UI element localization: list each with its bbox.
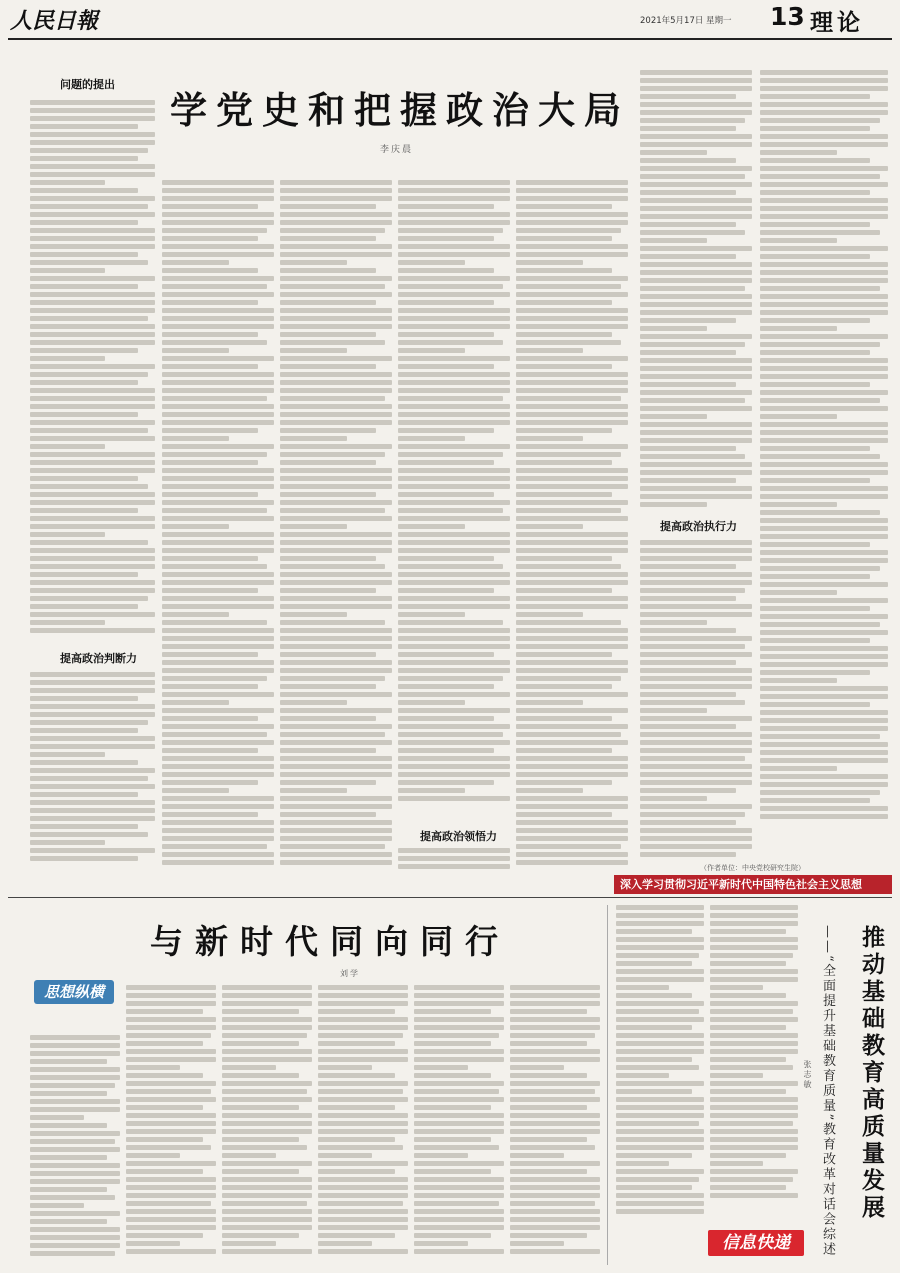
article-byline: 李庆晨 [380, 145, 414, 155]
lower-article-byline: 刘学 [340, 969, 360, 978]
article-title: 学党史和把握政治大局 [170, 88, 630, 132]
newspaper-logo [8, 2, 99, 36]
right-lower-column-1 [616, 905, 704, 1225]
right-article-title: 推动基础教育高质量发展 [858, 925, 885, 1222]
lower-column-1 [30, 1035, 120, 1265]
body-column-1b [30, 672, 155, 870]
body-column-6b [640, 540, 752, 865]
masthead-rule [8, 38, 892, 40]
subhead-4: 提高政治执行力 [660, 520, 737, 533]
lower-column-2 [126, 985, 216, 1265]
body-column-5 [516, 180, 628, 870]
right-lower-column-2 [710, 905, 798, 1225]
right-article-byline: 张志敏 [803, 1060, 812, 1090]
lower-column-3 [222, 985, 312, 1265]
issue-date: 2021年5月17日 星期一 [640, 16, 732, 26]
author-note: （作者单位：中央党校研究生院） [700, 864, 805, 872]
svg-text:人民日報: 人民日報 [10, 8, 99, 34]
subhead-2: 提高政治判断力 [60, 652, 137, 665]
series-banner: 深入学习贯彻习近平新时代中国特色社会主义思想 [614, 875, 892, 894]
news-brief-badge: 信息快递 [708, 1230, 804, 1256]
subhead-3: 提高政治领悟力 [420, 830, 497, 843]
lower-column-4 [318, 985, 408, 1265]
column-badge: 思想纵横 [34, 980, 114, 1004]
body-column-3 [280, 180, 392, 870]
body-column-6 [640, 70, 752, 510]
column-divider [607, 905, 608, 1265]
body-column-1 [30, 100, 155, 640]
body-column-7 [760, 70, 888, 860]
right-article-subtitle: ——“全面提升基础教育质量”教育改革对话会综述 [820, 925, 835, 1258]
section-title: 理论 [810, 9, 864, 36]
lower-article-title: 与新时代同向同行 [150, 922, 510, 961]
lower-column-6 [510, 985, 600, 1265]
lower-column-5 [414, 985, 504, 1265]
body-column-2 [162, 180, 274, 870]
body-column-4b [398, 848, 510, 872]
section-divider [8, 897, 892, 898]
body-column-4 [398, 180, 510, 820]
page-number: 13 [770, 2, 805, 31]
subhead-1: 问题的提出 [60, 78, 115, 91]
